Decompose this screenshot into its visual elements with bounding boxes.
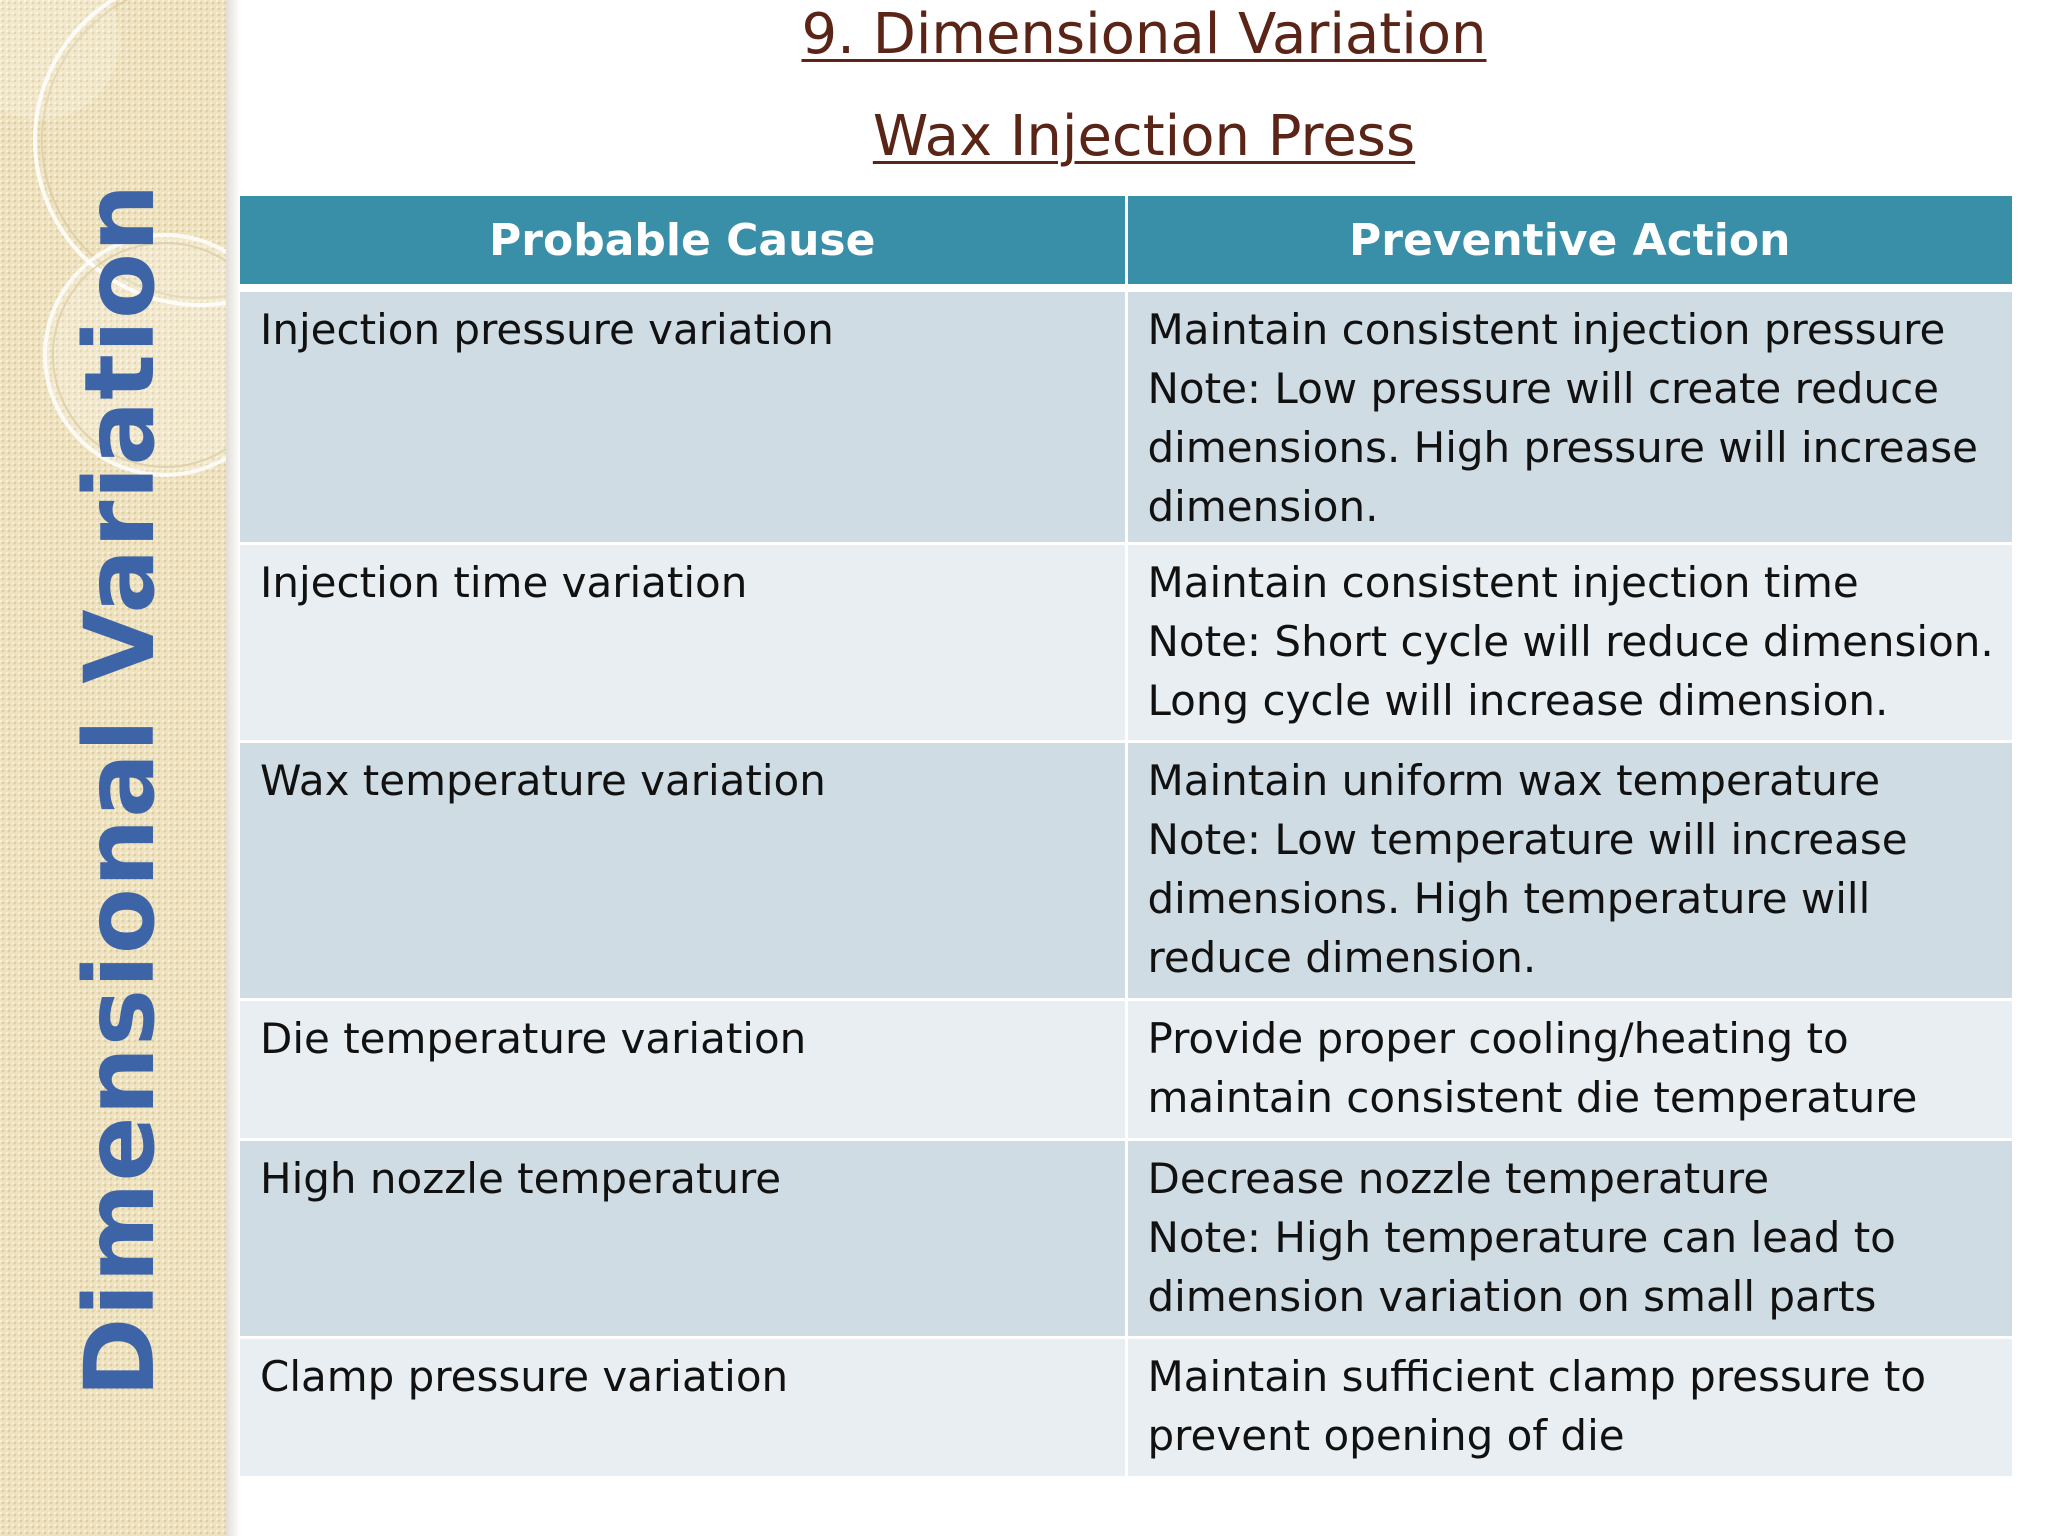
table-row [240, 544, 2012, 742]
table-row [240, 1140, 2012, 1338]
side-title: Dimensional Variation [64, 182, 176, 1398]
action-line: maintain consistent die temperature [1147, 1073, 1918, 1122]
action-line: dimensions. High temperature will [1147, 874, 1871, 923]
action-cell [1126, 544, 2012, 742]
action-cell [1126, 1140, 2012, 1338]
table-header-row [240, 196, 2012, 288]
action-line: Maintain sufficient clamp pressure to [1147, 1352, 1927, 1401]
action-line: Note: Low temperature will increase [1147, 815, 1908, 864]
side-band-shadow [226, 0, 240, 1536]
action-line: Provide proper cooling/heating to [1147, 1014, 1849, 1063]
action-line: Long cycle will increase dimension. [1147, 676, 1889, 725]
action-cell [1126, 1338, 2012, 1478]
slide-title: 9. Dimensional Variation [801, 2, 1487, 67]
cause-cell: Wax temperature variation [240, 742, 1126, 1000]
table-row [240, 288, 2012, 544]
action-line: Decrease nozzle temperature [1147, 1154, 1770, 1203]
slide-subtitle: Wax Injection Press [872, 104, 1416, 169]
action-line: Note: Short cycle will reduce dimension. [1147, 617, 1994, 666]
header-probable-cause: Probable Cause [240, 196, 1126, 288]
action-line: prevent opening of die [1147, 1411, 1625, 1460]
table-row [240, 1000, 2012, 1140]
action-line: reduce dimension. [1147, 933, 1537, 982]
action-line: Note: Low pressure will create reduce [1147, 364, 1940, 413]
decorative-side-band [0, 0, 226, 1536]
cause-cell: High nozzle temperature [240, 1140, 1126, 1338]
table-row [240, 742, 2012, 1000]
action-line: dimensions. High pressure will increase [1147, 423, 1979, 472]
cause-action-table [240, 196, 2012, 1479]
cause-cell: Injection time variation [240, 544, 1126, 742]
action-line: Maintain consistent injection pressure [1147, 305, 1946, 354]
action-cell [1126, 288, 2012, 544]
action-line: dimension. [1147, 482, 1379, 531]
action-line: Maintain consistent injection time [1147, 558, 1859, 607]
cause-cell: Injection pressure variation [240, 288, 1126, 544]
action-line: Maintain uniform wax temperature [1147, 756, 1881, 805]
table-row [240, 1338, 2012, 1478]
action-cell [1126, 1000, 2012, 1140]
cause-cell: Die temperature variation [240, 1000, 1126, 1140]
action-line: dimension variation on small parts [1147, 1272, 1877, 1321]
action-line: Note: High temperature can lead to [1147, 1213, 1896, 1262]
action-cell [1126, 742, 2012, 1000]
cause-cell: Clamp pressure variation [240, 1338, 1126, 1478]
header-preventive-action: Preventive Action [1126, 196, 2012, 288]
